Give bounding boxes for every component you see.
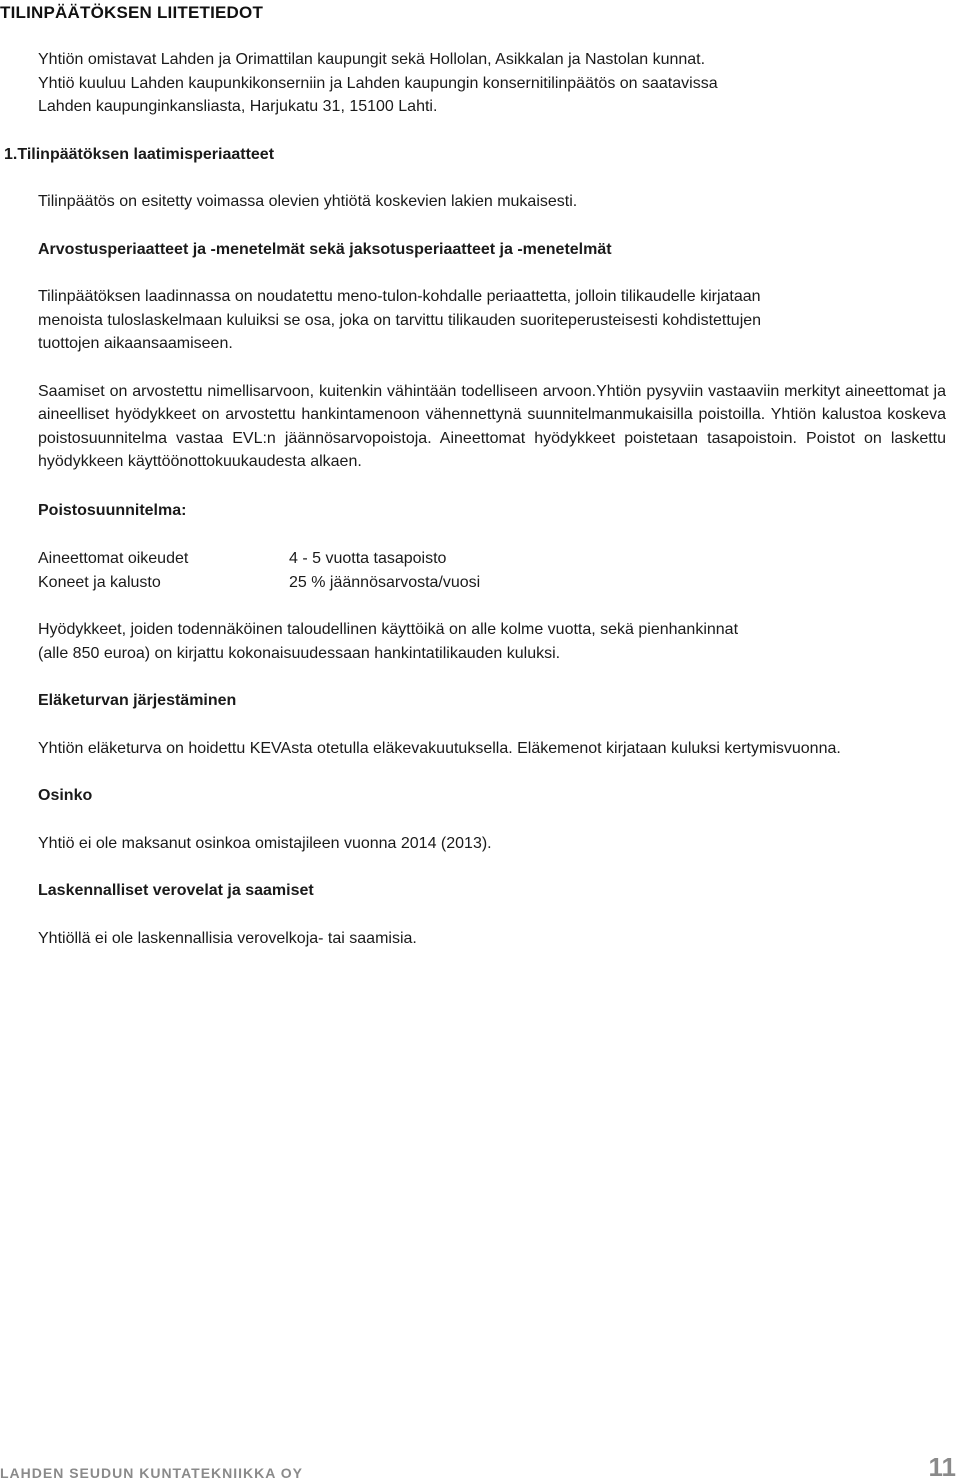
- section-1-text: Tilinpäätös on esitetty voimassa olevien yhtiötä koskevien lakien mukaisesti.: [38, 193, 578, 210]
- schedule-method: 4 - 5 vuotta tasapoisto: [289, 550, 447, 567]
- schedule-method: 25 % jäännösarvosta/vuosi: [289, 573, 481, 591]
- section-1-heading: 1.Tilinpäätöksen laatimisperiaatteet: [4, 145, 275, 163]
- document-body: [4, 48, 948, 950]
- depreciation-note: Hyödykkeet, joiden todennäköinen taloudellinen käyttöikä on alle kolme vuotta, sekä pienhankinnat (alle 850 euroa) on kirjattu kokonaisuudessaan hankintatilikauden kuluksi.: [38, 621, 739, 662]
- schedule-item: Koneet ja kalusto: [38, 573, 161, 591]
- depreciation-schedule: [38, 547, 948, 594]
- depreciation-heading: Poistosuunnitelma:: [38, 501, 187, 519]
- page-number: 11: [928, 1452, 956, 1482]
- intro-line-2: Yhtiö kuuluu Lahden kaupunkikonserniin ja Lahden kaupungin konsernitilinpäätös on saatavissa: [38, 74, 718, 92]
- page-title: TILINPÄÄTÖKSEN LIITETIEDOT: [0, 3, 264, 22]
- dividend-heading: Osinko: [38, 787, 93, 804]
- deferred-tax-heading: Laskennalliset verovelat ja saamiset: [38, 882, 314, 899]
- valuation-paragraph-1: Tilinpäätöksen laadinnassa on noudatettu meno-tulon-kohdalle periaattetta, jolloin tilikaudelle kirjataan menoista tuloslaskelmaan kuluiksi se osa, joka on tarvittu tilikauden suoriteperusteisesti kohdistettujen tuottojen aikaansaamiseen.: [38, 288, 762, 352]
- pension-heading: Eläketurvan järjestäminen: [38, 692, 237, 709]
- intro-line-1: Yhtiön omistavat Lahden ja Orimattilan kaupungit sekä Hollolan, Asikkalan ja Nastolan kunnat.: [38, 51, 706, 68]
- intro-line-3: Lahden kaupunginkansliasta, Harjukatu 31, 15100 Lahti.: [38, 98, 438, 115]
- valuation-paragraph-2: Saamiset on arvostettu nimellisarvoon, kuitenkin vähintään todelliseen arvoon.Yhtiön pysyviin vastaaviin merkityt aineettomat ja aineelliset hyödykkeet on arvostettu hankintamenoon vähennettynä suunnitelmanmukaisilla poistoilla. Yhtiön kalustoa koskeva poistosuunnitelma vastaa EVL:n jäännösarvopoistoja. Aineettomat hyödykkeet poistetaan tasapoistoin. Poistot on laskettu hyödykkeen käyttöönottokuukaudesta alkaen.: [38, 382, 946, 470]
- dividend-text: Yhtiö ei ole maksanut osinkoa omistajileen vuonna 2014 (2013).: [38, 834, 492, 852]
- pension-text: Yhtiön eläketurva on hoidettu KEVAsta otetulla eläkevakuutuksella. Eläkemenot kirjataan kuluksi kertymisvuonna.: [38, 739, 841, 757]
- schedule-item: Aineettomat oikeudet: [38, 550, 189, 567]
- footer-company-name: LAHDEN SEUDUN KUNTATEKNIIKKA OY: [0, 1465, 303, 1481]
- valuation-heading: Arvostusperiaatteet ja -menetelmät sekä jaksotusperiaatteet ja -menetelmät: [38, 240, 612, 258]
- deferred-tax-text: Yhtiöllä ei ole laskennallisia verovelkoja- tai saamisia.: [38, 929, 417, 947]
